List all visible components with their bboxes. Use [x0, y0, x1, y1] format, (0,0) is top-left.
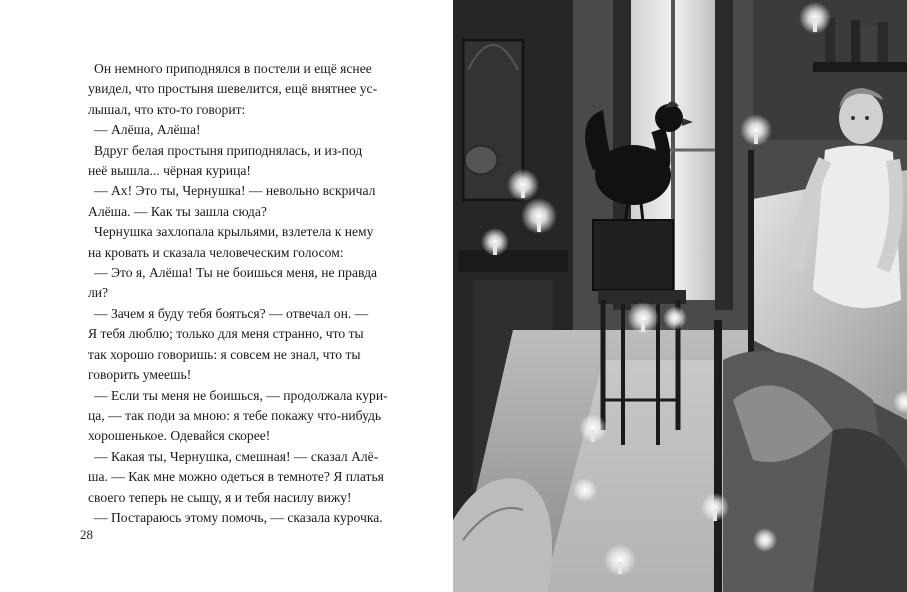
text-line: Чернушка захлопала крыльями, взлетела к нему: [94, 224, 374, 240]
text-line: так хорошо говоришь: я совсем не знал, что ты: [88, 346, 361, 362]
text-line: — Постараюсь этому помочь, — сказала курочка.: [94, 509, 383, 525]
text-line: хорошенькое. Одевайся скорее!: [88, 428, 271, 444]
text-line: увидел, что простыня шевелится, ещё внятнее ус-: [88, 81, 378, 97]
text-line: — Это я, Алёша! Ты не боишься меня, не правда: [94, 265, 378, 281]
paragraph: [88, 59, 390, 120]
text-page: [0, 0, 453, 592]
text-line: на кровать и сказала человеческим голосом:: [88, 244, 344, 260]
text-line: говорить умеешь!: [88, 367, 192, 383]
text-line: — Если ты меня не боишься, — продолжала кури-: [94, 387, 388, 403]
illustration-drawing: [453, 0, 907, 592]
paragraph: [88, 304, 390, 386]
text-line: — Ах! Это ты, Чернушка! — невольно вскричал: [94, 183, 376, 199]
paragraph: [88, 263, 390, 304]
text-line: лышал, что кто-то говорит:: [88, 101, 246, 117]
paragraph: [88, 181, 390, 222]
page-number: 28: [80, 527, 93, 542]
text-line: Я тебя люблю; только для меня странно, что ты: [88, 326, 364, 342]
text-line: Он немного приподнялся в постели и ещё яснее: [94, 61, 372, 76]
paragraph: [88, 508, 390, 528]
text-line: — Зачем я буду тебя бояться? — отвечал он. —: [94, 305, 369, 321]
text-line: неё вышла... чёрная курица!: [88, 163, 251, 179]
text-line: ша. — Как мне можно одеться в темноте? Я платья: [88, 469, 384, 485]
paragraph: [88, 141, 390, 182]
paragraph: [88, 120, 390, 140]
text-line: ца, — так поди за мною: я тебе покажу что-нибудь: [88, 407, 382, 423]
text-line: своего теперь не сыщу, я и тебя насилу вижу!: [88, 489, 352, 505]
paragraph: [88, 386, 390, 447]
illustration: [453, 0, 907, 592]
text-line: — Алёша, Алёша!: [94, 122, 201, 138]
text-line: ли?: [88, 285, 109, 301]
paragraph: [88, 447, 390, 508]
text-line: Алёша. — Как ты зашла сюда?: [88, 203, 267, 219]
text-line: Вдруг белая простыня приподнялась, и из-под: [94, 142, 363, 158]
paragraph: [88, 222, 390, 263]
text-line: — Какая ты, Чернушка, смешная! — сказал Алё-: [94, 448, 379, 464]
text-block: [88, 59, 390, 528]
